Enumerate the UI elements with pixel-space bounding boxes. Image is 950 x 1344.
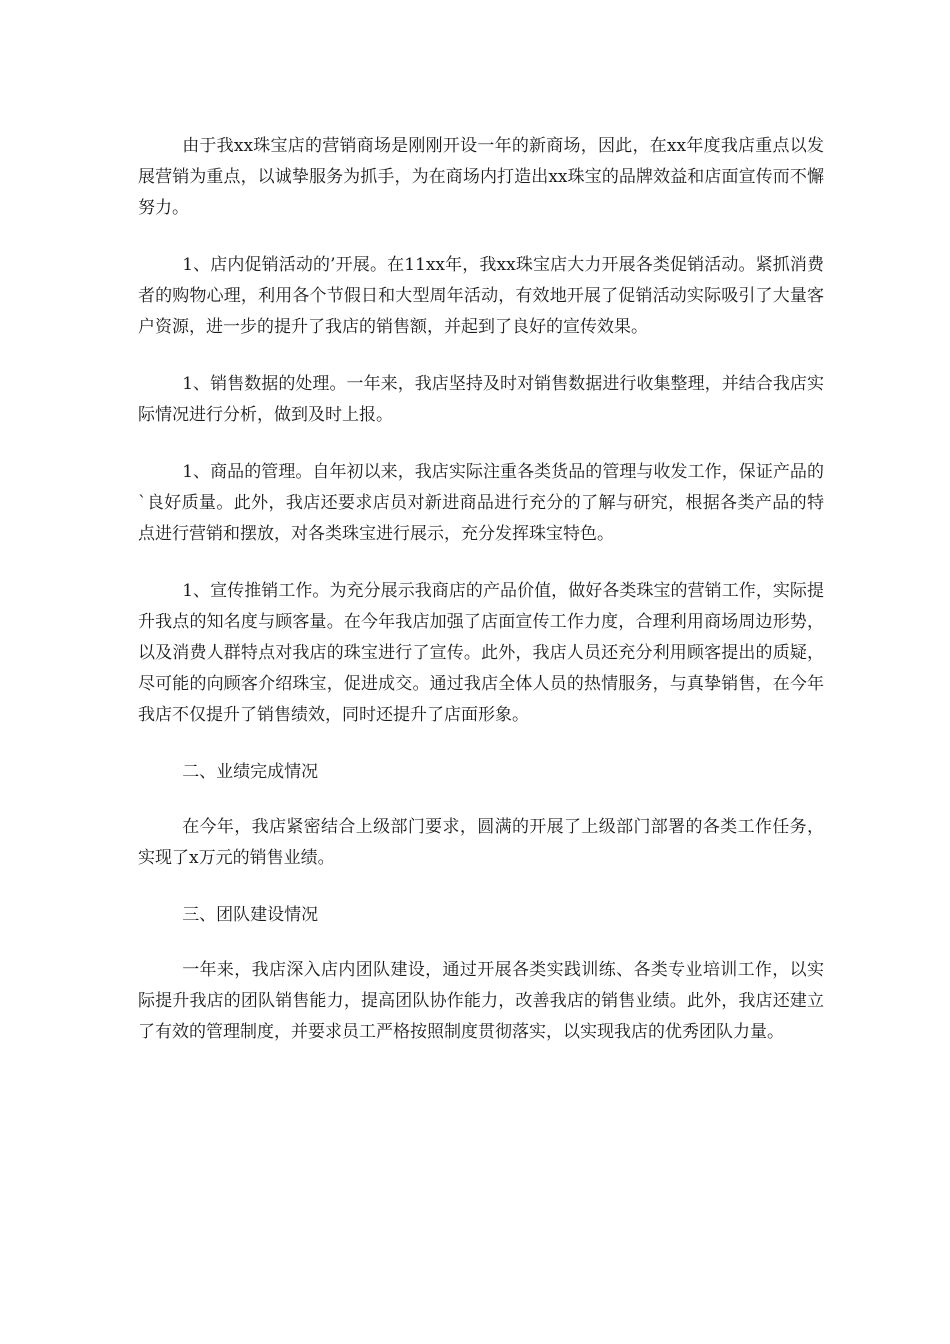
section-heading-performance: 二、业绩完成情况 bbox=[182, 762, 319, 782]
section-heading-team: 三、团队建设情况 bbox=[182, 905, 319, 925]
paragraph-team: 一年来，我店深入店内团队建设，通过开展各类实践训练、各类专业培训工作，以实际提升我店的团队销售能力，提高团队协作能力，改善我店的销售业绩。此外，我店还建立了有效的管理制度，并要求员工严格按照制度贯彻落实，以实现我店的优秀团队力量。 bbox=[138, 960, 824, 1042]
paragraph-intro: 由于我xx珠宝店的营销商场是刚刚开设一年的新商场，因此，在xx年度我店重点以发展营销为重点，以诚挚服务为抓手，为在商场内打造出xx珠宝的品牌效益和店面宣传而不懈努力。 bbox=[138, 136, 824, 218]
paragraph-promotion: 1、店内促销活动的’开展。在11xx年，我xx珠宝店大力开展各类促销活动。紧抓消费者的购物心理，利用各个节假日和大型周年活动，有效地开展了促销活动实际吸引了大量客户资源，进一步的提升了我店的销售额，并起到了良好的宣传效果。 bbox=[138, 255, 824, 337]
paragraph-sales-data: 1、销售数据的处理。一年来，我店坚持及时对销售数据进行收集整理，并结合我店实际情况进行分析，做到及时上报。 bbox=[138, 374, 824, 425]
document-body bbox=[138, 131, 824, 1074]
paragraph-publicity: 1、宣传推销工作。为充分展示我商店的产品价值，做好各类珠宝的营销工作，实际提升我点的知名度与顾客量。在今年我店加强了店面宣传工作力度，合理利用商场周边形势，以及消费人群特点对我店的珠宝进行了宣传。此外，我店人员还充分利用顾客提出的质疑，尽可能的向顾客介绍珠宝，促进成交。通过我店全体人员的热情服务，与真挚销售，在今年我店不仅提升了销售绩效，同时还提升了店面形象。 bbox=[138, 581, 824, 725]
paragraph-goods-management: 1、商品的管理。自年初以来，我店实际注重各类货品的管理与收发工作，保证产品的`良好质量。此外，我店还要求店员对新进商品进行充分的了解与研究，根据各类产品的特点进行营销和摆放，对各类珠宝进行展示，充分发挥珠宝特色。 bbox=[138, 462, 824, 544]
paragraph-performance: 在今年，我店紧密结合上级部门要求，圆满的开展了上级部门部署的各类工作任务，实现了x万元的销售业绩。 bbox=[138, 817, 824, 868]
